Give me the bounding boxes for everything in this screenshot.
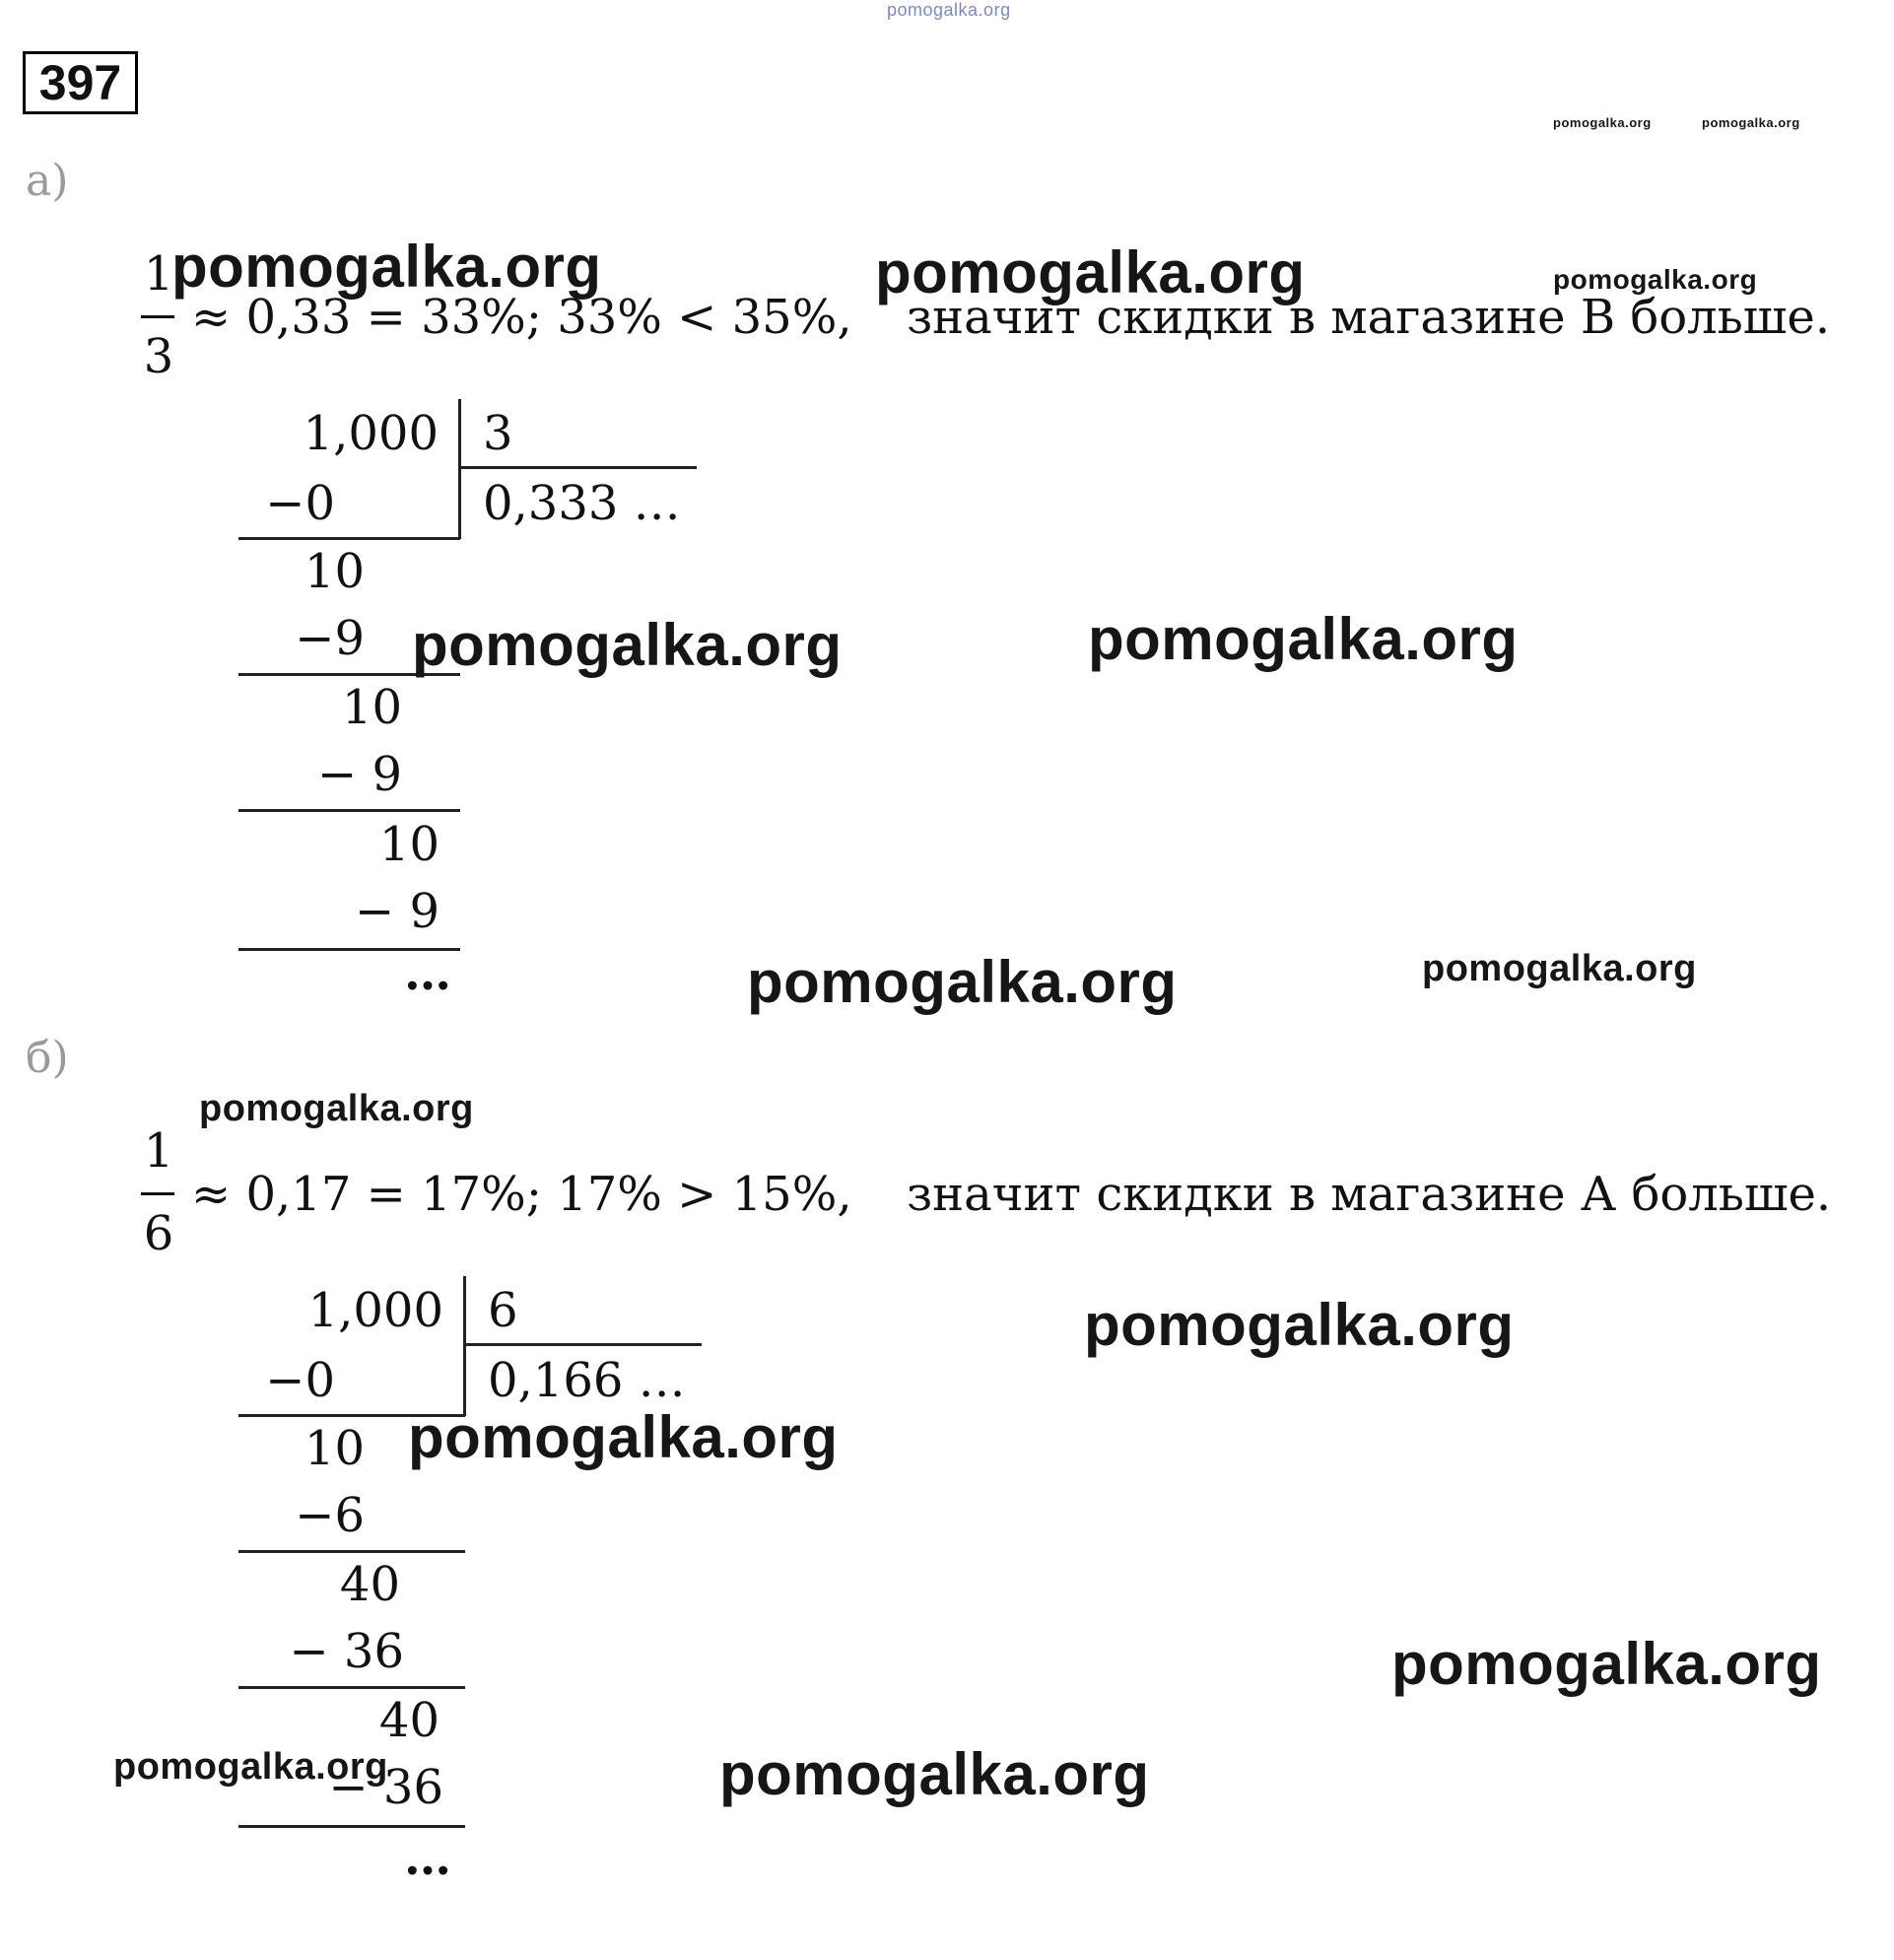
div-b-dividend: 1,000 xyxy=(307,1283,443,1338)
div-b-line-3 xyxy=(238,1686,465,1689)
part-b-conclusion: значит скидки в магазине А больше. xyxy=(907,1167,1832,1222)
div-b-step-4: 40 xyxy=(339,1557,400,1612)
watermark-b-6: pomogalka.org xyxy=(719,1741,1150,1807)
div-a-dividend: 1,000 xyxy=(303,406,439,461)
watermark-b-1: pomogalka.org xyxy=(199,1088,474,1129)
watermark-top: pomogalka.org xyxy=(887,0,1011,20)
div-b-line-2 xyxy=(238,1550,465,1553)
part-b-label: б) xyxy=(26,1033,69,1083)
watermark-a-6: pomogalka.org xyxy=(747,949,1178,1015)
div-a-step-7: − 9 xyxy=(354,884,440,939)
watermark-tiny-2: pomogalka.org xyxy=(1702,115,1800,130)
div-a-step-3: −9 xyxy=(295,611,365,666)
watermark-b-3: pomogalka.org xyxy=(408,1404,839,1470)
part-b-expression: ≈ 0,17 = 17%; 17% > 15%, xyxy=(191,1167,852,1222)
watermark-tiny-1: pomogalka.org xyxy=(1553,115,1652,130)
div-b-step-6: 40 xyxy=(378,1693,440,1748)
div-b-ellipsis: … xyxy=(404,1831,451,1886)
watermark-b-2: pomogalka.org xyxy=(1084,1292,1515,1358)
div-b-quotient: 0,166 … xyxy=(488,1353,686,1408)
div-b-step-2: 10 xyxy=(304,1421,365,1476)
div-a-step-6: 10 xyxy=(378,817,440,872)
watermark-b-5: pomogalka.org xyxy=(113,1746,388,1788)
watermark-a-7: pomogalka.org xyxy=(1422,948,1697,989)
watermark-a-2: pomogalka.org xyxy=(875,239,1306,305)
watermark-a-4: pomogalka.org xyxy=(412,612,843,678)
part-a-fraction-bar xyxy=(141,315,174,318)
div-a-step-4: 10 xyxy=(341,680,402,735)
part-a-expression: ≈ 0,33 = 33%; 33% < 35%, xyxy=(191,290,852,345)
div-a-line-1 xyxy=(238,537,460,540)
div-a-line-3 xyxy=(238,809,460,812)
div-a-divisor: 3 xyxy=(483,406,513,461)
div-b-step-3: −6 xyxy=(295,1488,365,1543)
div-a-quotient: 0,333 … xyxy=(483,476,681,531)
div-b-step-5: − 36 xyxy=(289,1624,404,1679)
part-b-fraction-bar xyxy=(141,1192,174,1195)
div-b-step-7: − 36 xyxy=(328,1760,443,1815)
part-b-denominator: 6 xyxy=(143,1206,174,1261)
part-a-conclusion: значит скидки в магазине В больше. xyxy=(907,290,1831,345)
div-b-step-1: −0 xyxy=(265,1353,335,1408)
watermark-a-5: pomogalka.org xyxy=(1088,606,1519,672)
div-a-step-5: − 9 xyxy=(316,747,402,802)
div-b-divisor-line xyxy=(465,1343,702,1346)
div-b-vertical-line xyxy=(463,1276,466,1416)
div-a-vertical-line xyxy=(458,399,461,539)
watermark-b-4: pomogalka.org xyxy=(1391,1631,1822,1697)
div-a-divisor-line xyxy=(460,466,697,469)
div-a-step-1: −0 xyxy=(265,476,335,531)
div-a-ellipsis: … xyxy=(404,946,451,1001)
part-a-denominator: 3 xyxy=(143,329,174,384)
part-b-numerator: 1 xyxy=(143,1123,174,1179)
watermark-a-1: pomogalka.org xyxy=(171,234,602,300)
div-b-divisor: 6 xyxy=(488,1283,518,1338)
part-a-label: а) xyxy=(26,156,69,206)
problem-number: 397 xyxy=(23,51,138,114)
div-b-line-4 xyxy=(238,1825,465,1828)
div-a-step-2: 10 xyxy=(304,544,365,599)
watermark-a-3: pomogalka.org xyxy=(1553,264,1758,295)
part-a-numerator: 1 xyxy=(143,246,174,302)
